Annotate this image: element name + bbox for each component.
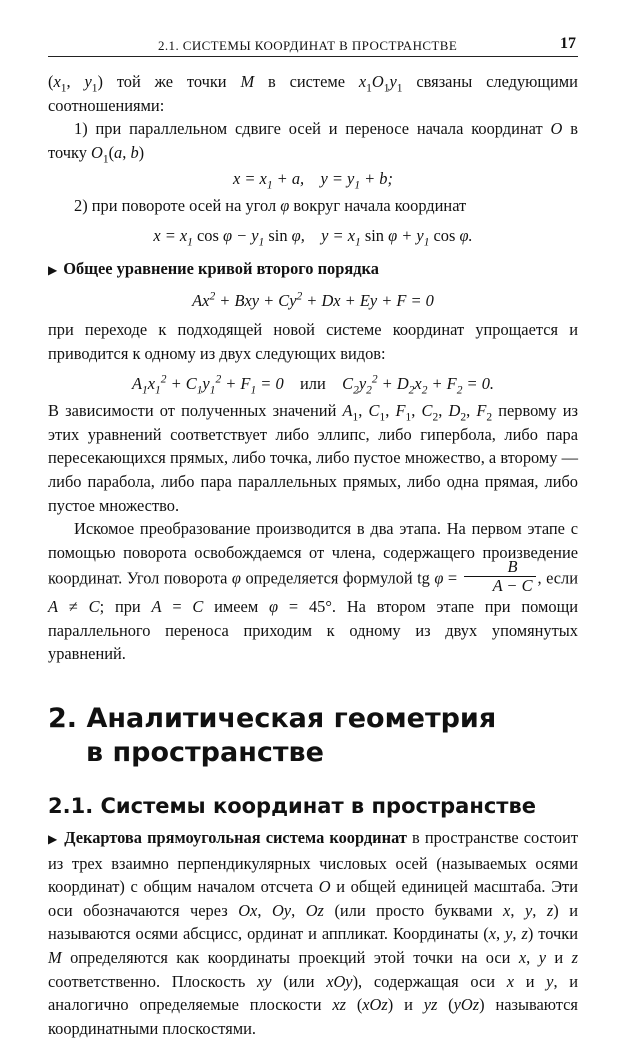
paragraph-intro: ($x_1$, $y_1$) той же точки M в системе $x_1O_1y_1$ связаны следующими соотношениями: — [48, 72, 578, 115]
triangle-bullet-icon: ▶ — [48, 263, 58, 278]
item-rotate: 2) при повороте осей на угол φ вокруг начала координат — [74, 195, 467, 215]
paragraph-dependence: В зависимости от полученных значений $A_1$, $C_1$, $F_1$, $C_2$, $D_2$, $F_2$ первому из этих уравнений соответствует либо эллипс, либо гипербола, либо пара пересекающихся прямых, либо точка, либо пустое множество, а второму — либо парабола, либо пара параллельных прямых, либо одна прямая, либо пустое множество. — [48, 401, 579, 515]
running-header — [48, 36, 578, 57]
equation-shift: $x = x_1 + a$, $y = y_1 + b$; — [233, 169, 393, 192]
paragraph-cartesian: ▶ Декартова прямоугольная система координат в пространстве состоит из трех взаимно перпендикулярных числовых осей (называемых осями координат) с общим началом отсчета O и общей единицей масштаба. Эти оси обозначаются через Ox, Oy, Oz (или просто буквами x, y, z) и называются осями абсцисс, ординат и аппликат. Координаты (x, y, z) точки M определяются как координаты проекций этой точки на оси x, y и z соответственно. Плоскость xy (или xOy), содержащая оси x и y, и аналогично определяемые плоскости xz (xOz) и yz (yOz) называются координатными плоскостями. — [48, 828, 578, 1038]
section-title: 2.1. Системы координат в пространстве — [48, 794, 536, 819]
equation-general: $Ax^2$ + Bxy + $Cy^2 + Dx + Ey + F = 0$ — [192, 290, 434, 310]
equation-canonical: $A_1x_1^2 + C_1y_1^2 + F_1 = 0$ или $C_2y_2^2 + D_2x_2 + F_2 = 0$. — [131, 373, 494, 396]
equation-rotate: $x = x_1$ $\cos \varphi - y_1$ sin φ, $y = x_1$ $\sin \varphi + y_1$ cos φ. — [153, 225, 473, 248]
chapter-title: 2. Аналитическая геометрия в пространстве — [48, 703, 497, 769]
page-body — [48, 70, 578, 1040]
triangle-bullet-icon: ▶ — [48, 832, 59, 847]
general-curve-heading: ▶ Общее уравнение кривой второго порядка — [48, 259, 379, 279]
running-title: 2.1. СИСТЕМЫ КООРДИНАТ В ПРОСТРАНСТВЕ — [158, 38, 458, 53]
paragraph-transition: при переходе к подходящей новой системе координат упрощается и приводится к одному из двух следующих видов: — [48, 320, 578, 363]
item-shift: 1) при параллельном сдвиге осей и переносе начала координат O в точку $O_1(a$, b) — [48, 119, 578, 166]
fraction-tg: $\frac{B}{A - C}$ — [464, 558, 536, 595]
paragraph-transformation: Искомое преобразование производится в два этапа. На первом этапе с помощью поворота освобождаемся от члена, содержащего произведение координат. Угол поворота φ определяется формулой tg φ = $\frac{B}{A - C}$ , если A ≠ C; при A = C имеем φ = 45°. На втором этапе при помощи параллельного переноса приходим к одному из двух упомянутых уравнений. — [48, 519, 578, 664]
page-number: 17 — [560, 35, 576, 52]
